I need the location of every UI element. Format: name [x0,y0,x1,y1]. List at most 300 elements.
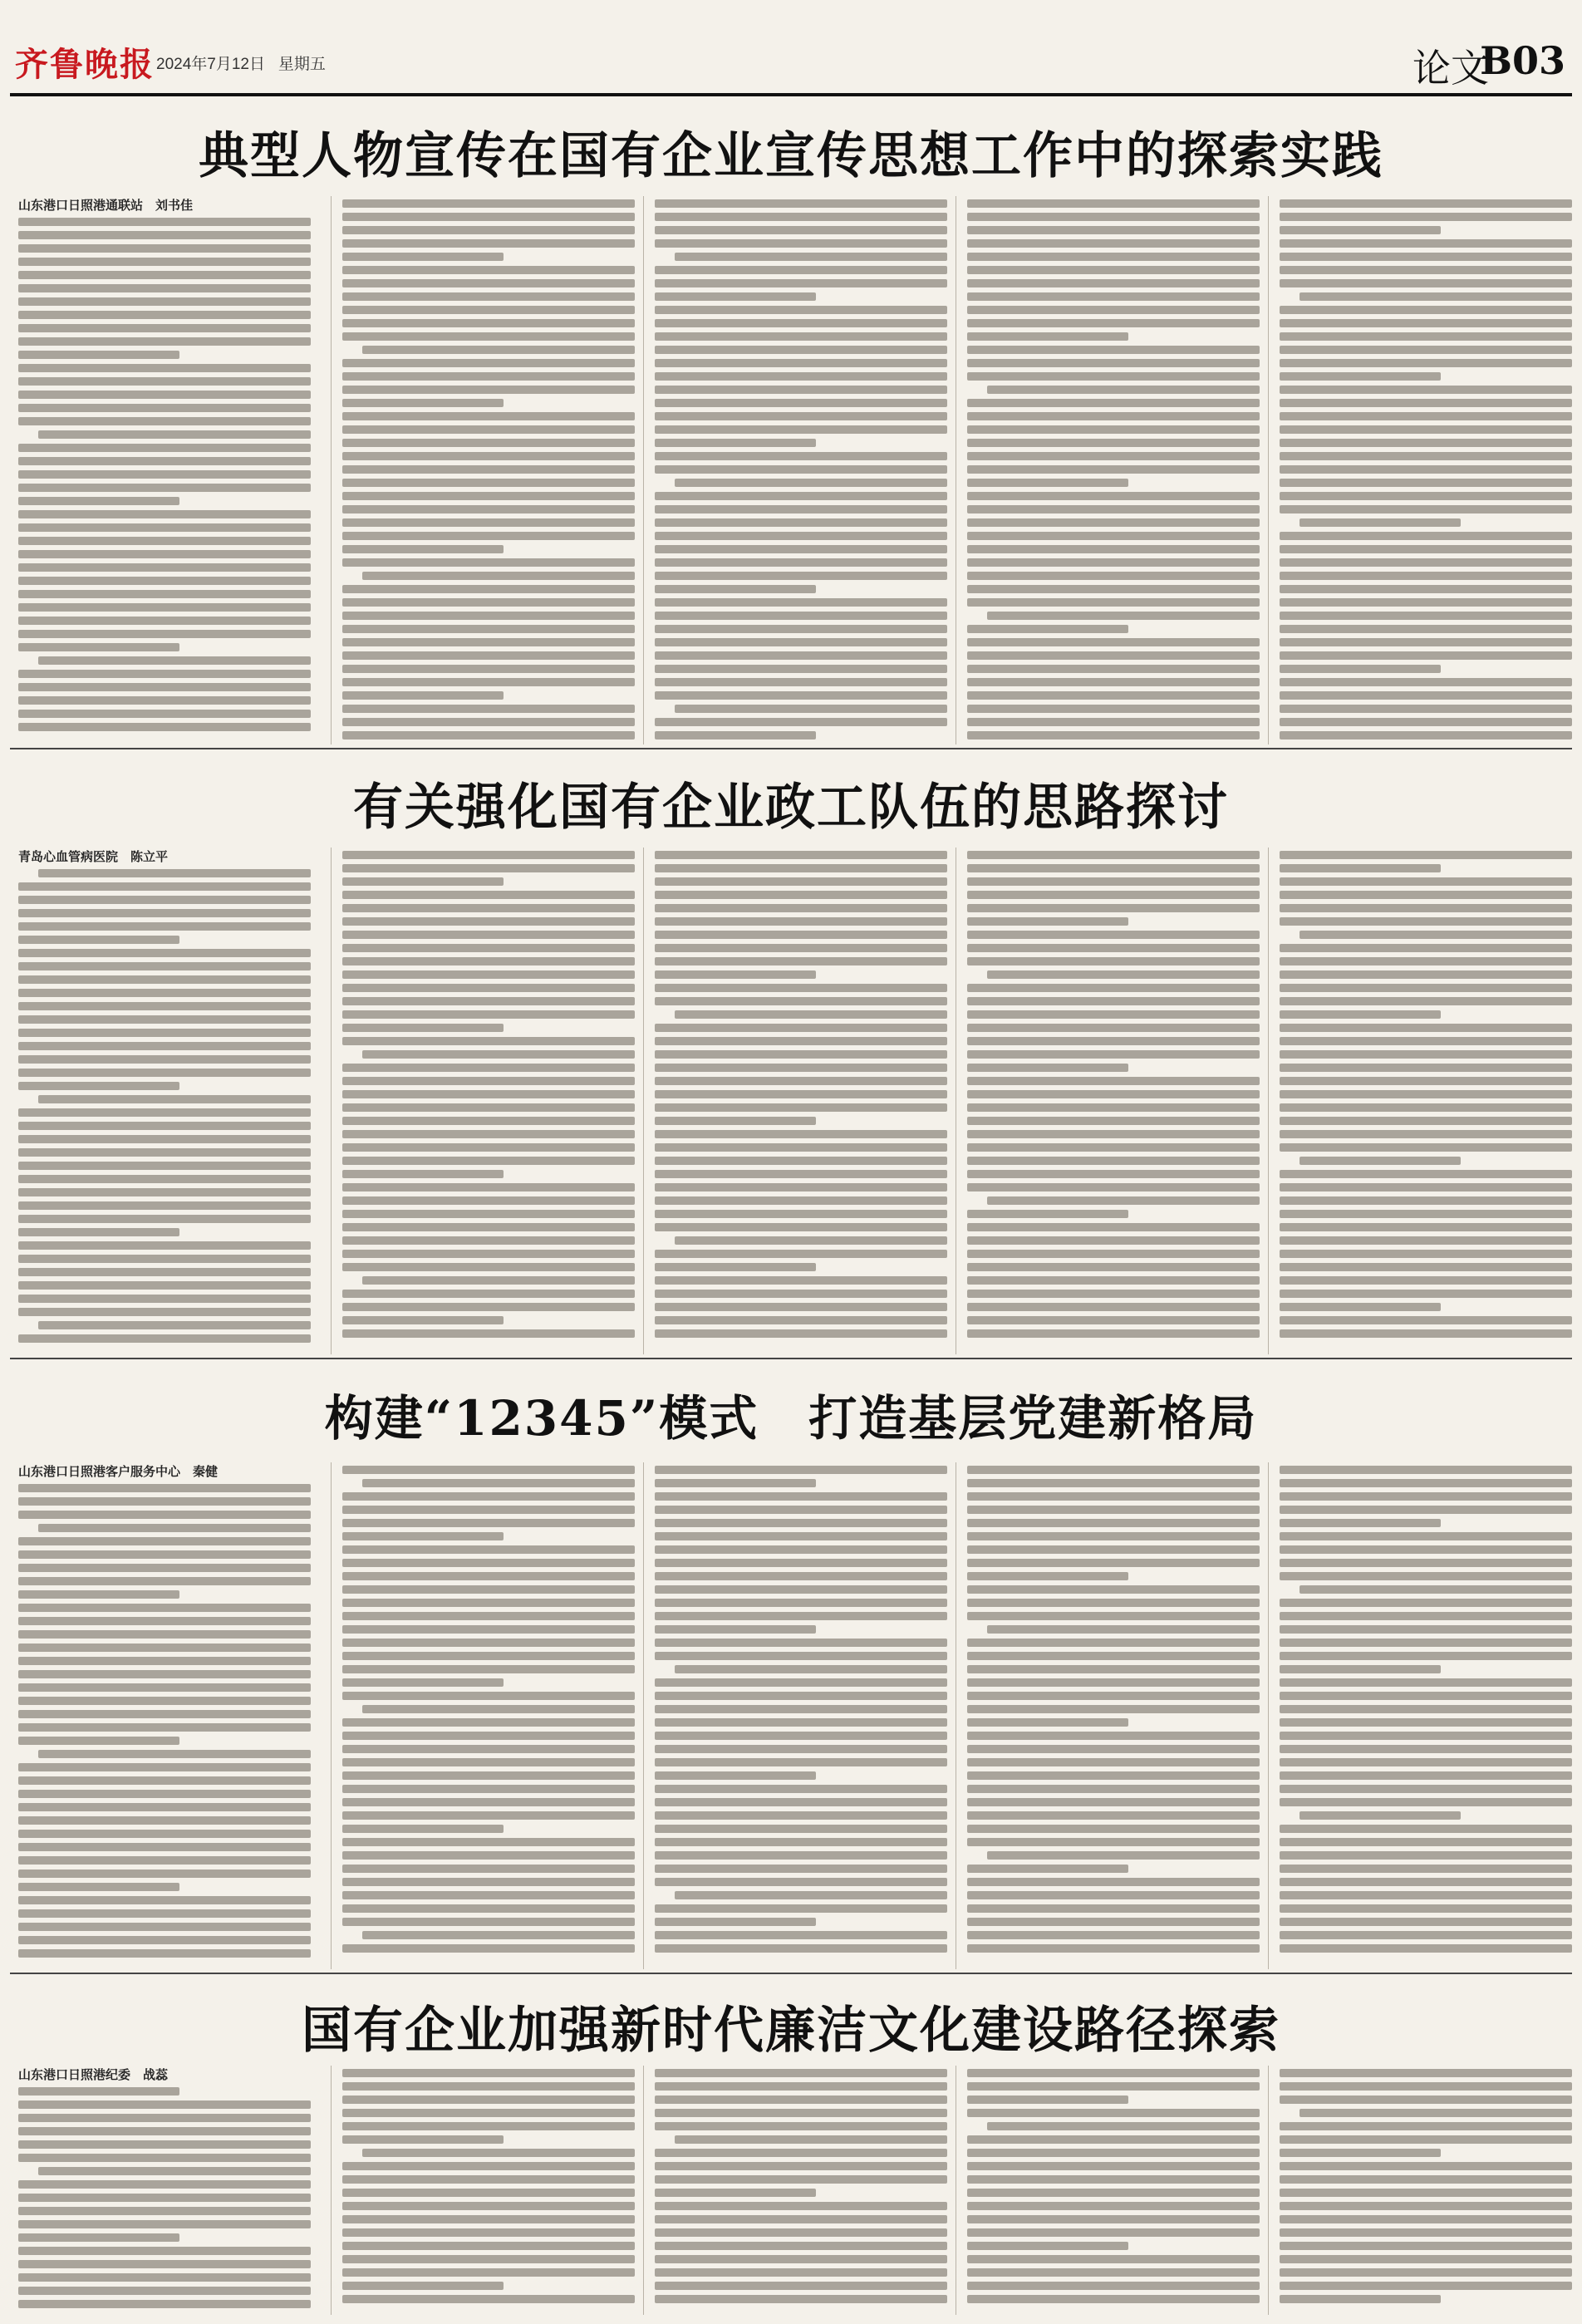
text-line-placeholder [967,625,1128,633]
text-line-placeholder [1280,585,1572,593]
text-line-placeholder [342,1329,635,1338]
text-line-placeholder [1280,2255,1572,2263]
text-line-placeholder [342,1077,635,1085]
text-line-placeholder [655,1117,816,1125]
text-line-placeholder [342,266,635,274]
text-line-placeholder [967,1785,1260,1793]
text-line-placeholder [18,1843,311,1851]
text-line-placeholder [18,962,311,970]
text-line-placeholder [342,1545,635,1554]
text-line-placeholder [967,944,1260,952]
text-line-placeholder [1280,1878,1572,1886]
text-line-placeholder [967,718,1260,726]
text-line-placeholder [18,1550,311,1559]
text-line-placeholder [18,1255,311,1263]
text-line-placeholder [655,1157,947,1165]
text-line-placeholder [18,404,311,412]
text-line-placeholder [1280,226,1441,234]
text-line-placeholder [342,1718,635,1727]
text-line-placeholder [1280,479,1572,487]
text-line-placeholder [342,1665,635,1673]
text-line-placeholder [655,1263,816,1271]
text-line-placeholder [18,523,311,532]
text-line-placeholder [342,1851,635,1860]
text-line-placeholder [1280,1223,1572,1231]
text-line-placeholder [967,2268,1260,2277]
text-line-placeholder [655,1771,816,1780]
text-line-placeholder [18,603,311,612]
text-line-placeholder [1280,319,1572,327]
text-line-placeholder [675,1665,947,1673]
text-line-placeholder [655,2215,947,2223]
text-line-placeholder [342,1506,635,1514]
text-line-placeholder [655,2109,947,2117]
text-line-placeholder [967,412,1260,420]
text-line-placeholder [1280,1143,1572,1152]
column-divider [643,2066,644,2315]
text-line-placeholder [18,1923,311,1931]
text-line-placeholder [967,1519,1260,1527]
text-line-placeholder [655,1705,947,1713]
text-line-placeholder [342,1466,635,1474]
page-number: B03 [1480,38,1565,83]
text-line-placeholder [967,984,1260,992]
text-line-placeholder [655,851,947,859]
text-line-placeholder [342,1103,635,1112]
text-line-placeholder [1280,1130,1572,1138]
text-line-placeholder [342,731,635,739]
text-line-placeholder [655,1479,816,1487]
text-line-placeholder [1280,718,1572,726]
text-line-placeholder [18,683,311,691]
text-line-placeholder [655,625,947,633]
text-line-placeholder [1280,1865,1572,1873]
text-line-placeholder [655,2295,947,2303]
text-line-placeholder [655,439,816,447]
text-line-placeholder [18,710,311,718]
text-line-placeholder [1280,864,1441,872]
text-line-placeholder [1280,1559,1572,1567]
text-line-placeholder [655,1811,947,1820]
text-line-placeholder [655,691,947,700]
text-line-placeholder [967,1024,1260,1032]
section-divider [10,748,1572,749]
text-line-placeholder [967,1103,1260,1112]
text-line-placeholder [1280,386,1572,394]
text-line-placeholder [18,2140,311,2149]
text-line-placeholder [342,2255,635,2263]
column-divider [331,2066,332,2315]
text-line-placeholder [342,705,635,713]
text-line-placeholder [342,1572,635,1580]
text-line-placeholder [1280,2215,1572,2223]
text-line-placeholder [342,957,635,965]
text-line-placeholder [1280,1785,1572,1793]
text-line-placeholder [655,651,947,660]
text-line-placeholder [18,630,311,638]
newspaper-logo: 齐鲁晚报 [15,45,155,84]
text-line-placeholder [18,1029,311,1037]
text-line-placeholder [1280,452,1572,460]
text-line-placeholder [18,1856,311,1865]
text-line-placeholder [967,572,1260,580]
text-line-placeholder [967,1250,1260,1258]
text-line-placeholder [362,1050,635,1059]
text-line-placeholder [18,271,311,279]
text-line-placeholder [967,1492,1260,1501]
text-line-placeholder [967,1718,1128,1727]
text-line-placeholder [342,306,635,314]
text-line-placeholder [18,1790,311,1798]
text-line-placeholder [655,332,947,341]
text-line-placeholder [18,2087,179,2096]
text-line-placeholder [18,1697,311,1705]
text-line-placeholder [655,957,947,965]
text-line-placeholder [655,279,947,287]
text-line-placeholder [655,372,947,381]
section-divider [10,1973,1572,1974]
text-line-placeholder [655,199,947,208]
text-line-placeholder [1280,1692,1572,1700]
text-line-placeholder [18,1644,311,1652]
text-line-placeholder [342,1303,635,1311]
text-line-placeholder [342,465,635,474]
text-line-placeholder [967,864,1260,872]
text-line-placeholder [967,957,1260,965]
text-line-placeholder [967,266,1260,274]
text-line-placeholder [18,1228,179,1236]
text-line-placeholder [18,497,179,505]
text-line-placeholder [655,944,947,952]
text-line-placeholder [967,1559,1260,1567]
text-line-placeholder [18,882,311,891]
text-line-placeholder [1280,1944,1572,1953]
text-line-placeholder [18,2194,311,2202]
text-line-placeholder [967,359,1260,367]
text-line-placeholder [655,292,816,301]
text-line-placeholder [1280,1263,1572,1271]
text-line-placeholder [675,479,947,487]
text-line-placeholder [1280,1170,1572,1178]
text-line-placeholder [655,1865,947,1873]
text-line-placeholder [655,1077,947,1085]
text-line-placeholder [18,1042,311,1050]
text-line-placeholder [18,1215,311,1223]
text-line-placeholder [967,1944,1260,1953]
text-line-placeholder [655,1223,947,1231]
text-line-placeholder [967,1825,1260,1833]
text-line-placeholder [342,1599,635,1607]
text-line-placeholder [655,2282,947,2290]
column-divider [331,196,332,744]
text-line-placeholder [18,1883,179,1891]
text-line-placeholder [655,678,947,686]
text-line-placeholder [18,218,311,226]
text-line-placeholder [18,1135,311,1143]
text-line-placeholder [655,1024,947,1032]
text-line-placeholder [1280,253,1572,261]
text-line-placeholder [655,545,947,553]
text-line-placeholder [1280,1010,1441,1019]
text-line-placeholder [967,691,1260,700]
text-line-placeholder [967,465,1260,474]
text-line-placeholder [967,505,1260,513]
text-line-placeholder [18,324,311,332]
text-line-placeholder [18,670,311,678]
text-line-placeholder [342,665,635,673]
text-line-placeholder [1280,2228,1572,2237]
text-line-placeholder [967,678,1260,686]
text-line-placeholder [967,1572,1128,1580]
text-line-placeholder [1280,359,1572,367]
text-line-placeholder [987,1196,1260,1205]
text-line-placeholder [18,537,311,545]
text-line-placeholder [967,1316,1260,1324]
text-line-placeholder [18,577,311,585]
text-line-placeholder [1280,558,1572,567]
text-line-placeholder [18,550,311,558]
text-line-placeholder [967,1329,1260,1338]
text-line-placeholder [18,1896,311,1904]
masthead-rule [10,93,1572,96]
text-line-placeholder [18,377,311,386]
text-line-placeholder [1280,1090,1572,1098]
text-line-placeholder [342,545,504,553]
text-line-placeholder [967,665,1260,673]
text-line-placeholder [655,1878,947,1886]
text-line-placeholder [18,2127,311,2135]
text-line-placeholder [655,1785,947,1793]
text-line-placeholder [342,984,635,992]
text-line-placeholder [342,1745,635,1753]
text-line-placeholder [342,359,635,367]
text-line-placeholder [1280,1329,1572,1338]
text-line-placeholder [342,1024,504,1032]
text-line-placeholder [342,2228,635,2237]
text-line-placeholder [18,989,311,997]
text-line-placeholder [1280,532,1572,540]
text-line-placeholder [967,1771,1260,1780]
issue-date: 2024年7月12日 [156,56,265,73]
text-line-placeholder [967,2282,1260,2290]
text-line-placeholder [18,696,311,705]
text-line-placeholder [967,1157,1260,1165]
text-line-placeholder [18,1816,311,1825]
text-line-placeholder [1280,1891,1572,1899]
text-line-placeholder [655,904,947,912]
text-line-placeholder [342,1625,635,1634]
text-line-placeholder [967,1050,1260,1059]
text-line-placeholder [18,1122,311,1130]
text-line-placeholder [1280,2295,1441,2303]
text-line-placeholder [342,1196,635,1205]
text-line-placeholder [342,518,635,527]
text-line-placeholder [1280,944,1572,952]
text-line-placeholder [967,2135,1260,2144]
text-line-placeholder [342,279,635,287]
text-line-placeholder [342,1210,635,1218]
text-line-placeholder [967,1117,1260,1125]
text-line-placeholder [655,1037,947,1045]
text-line-placeholder [18,1015,311,1024]
text-line-placeholder [655,1303,947,1311]
text-line-placeholder [342,505,635,513]
text-line-placeholder [342,1064,635,1072]
text-line-placeholder [1280,1303,1441,1311]
text-line-placeholder [655,1090,947,1098]
text-line-placeholder [967,1878,1260,1886]
text-line-placeholder [967,1745,1260,1753]
text-line-placeholder [18,364,311,372]
text-line-placeholder [967,213,1260,221]
text-line-placeholder [342,1878,635,1886]
text-line-placeholder [655,1183,947,1191]
text-line-placeholder [655,2069,947,2077]
text-line-placeholder [18,470,311,479]
text-line-placeholder [967,651,1260,660]
text-line-placeholder [967,705,1260,713]
text-line-placeholder [655,2162,947,2170]
text-line-placeholder [987,2122,1260,2130]
text-line-placeholder [655,864,947,872]
text-line-placeholder [655,1250,947,1258]
text-line-placeholder [342,479,635,487]
text-line-placeholder [18,457,311,465]
text-line-placeholder [675,2135,947,2144]
text-line-placeholder [967,1758,1260,1766]
text-line-placeholder [967,2069,1260,2077]
text-line-placeholder [342,1612,635,1620]
text-line-placeholder [655,399,947,407]
text-line-placeholder [1280,598,1572,607]
text-line-placeholder [342,1037,635,1045]
text-line-placeholder [967,2149,1260,2157]
text-line-placeholder [655,1732,947,1740]
text-line-placeholder [967,2082,1260,2091]
text-line-placeholder [1280,2135,1572,2144]
text-line-placeholder [967,558,1260,567]
text-line-placeholder [18,896,311,904]
issue-weekday: 星期五 [278,56,326,73]
text-line-placeholder [342,213,635,221]
text-line-placeholder [1280,1479,1572,1487]
text-line-placeholder [1280,1798,1572,1806]
text-line-placeholder [1280,199,1572,208]
article-4-title: 国有企业加强新时代廉洁文化建设路径探索 [302,2002,1280,2060]
text-line-placeholder [1280,1196,1572,1205]
text-line-placeholder [1280,731,1572,739]
text-line-placeholder [1280,1519,1441,1527]
text-line-placeholder [1280,877,1572,886]
text-line-placeholder [967,1612,1260,1620]
text-line-placeholder [342,1639,635,1647]
masthead [0,0,1582,91]
text-line-placeholder [1280,1705,1572,1713]
text-line-placeholder [655,1276,947,1285]
text-line-placeholder [655,2175,947,2184]
text-line-placeholder [967,2109,1260,2117]
text-line-placeholder [967,1678,1260,1687]
text-line-placeholder [967,1037,1260,1045]
text-line-placeholder [1280,2122,1572,2130]
text-line-placeholder [655,2268,947,2277]
text-line-placeholder [987,1851,1260,1860]
text-line-placeholder [967,279,1260,287]
column-divider [643,848,644,1354]
text-line-placeholder [342,1811,635,1820]
text-line-placeholder [342,585,635,593]
text-line-placeholder [342,1130,635,1138]
text-line-placeholder [342,1532,504,1540]
text-line-placeholder [655,1103,947,1112]
text-line-placeholder [18,1497,311,1506]
text-line-placeholder [967,1210,1128,1218]
text-line-placeholder [362,572,635,580]
text-line-placeholder [1280,678,1572,686]
text-line-placeholder [1280,638,1572,646]
text-line-placeholder [967,2255,1260,2263]
text-line-placeholder [655,1210,947,1218]
text-line-placeholder [342,651,635,660]
text-line-placeholder [967,253,1260,261]
text-line-placeholder [967,2096,1128,2104]
text-line-placeholder [1280,1758,1572,1766]
text-line-placeholder [18,1803,311,1811]
text-line-placeholder [18,2100,311,2109]
text-line-placeholder [967,239,1260,248]
text-line-placeholder [1300,292,1572,301]
text-line-placeholder [1280,2162,1572,2170]
text-line-placeholder [342,2135,504,2144]
text-line-placeholder [655,917,947,926]
text-line-placeholder [1280,213,1572,221]
text-line-placeholder [967,1705,1260,1713]
text-line-placeholder [342,997,635,1005]
text-line-placeholder [18,563,311,572]
text-line-placeholder [967,1090,1260,1098]
text-line-placeholder [967,346,1260,354]
text-line-placeholder [1280,1771,1572,1780]
text-line-placeholder [342,1170,504,1178]
text-line-placeholder [655,452,947,460]
text-line-placeholder [342,1891,635,1899]
text-line-placeholder [655,638,947,646]
text-line-placeholder [18,1162,311,1170]
text-line-placeholder [342,931,635,939]
text-line-placeholder [967,1183,1260,1191]
text-line-placeholder [655,2228,947,2237]
text-line-placeholder [342,399,504,407]
text-line-placeholder [1280,332,1572,341]
text-line-placeholder [675,705,947,713]
text-line-placeholder [967,1532,1260,1540]
text-line-placeholder [655,1758,947,1766]
text-line-placeholder [18,922,311,931]
text-line-placeholder [655,1466,947,1474]
text-line-placeholder [655,1559,947,1567]
text-line-placeholder [655,1064,947,1072]
text-line-placeholder [1280,1466,1572,1474]
text-line-placeholder [18,311,311,319]
text-line-placeholder [342,1519,635,1527]
text-line-placeholder [967,1276,1260,1285]
text-line-placeholder [342,1559,635,1567]
text-line-placeholder [1280,1024,1572,1032]
text-line-placeholder [655,1506,947,1514]
text-line-placeholder [1280,1290,1572,1298]
text-line-placeholder [18,1723,311,1732]
text-line-placeholder [18,351,179,359]
